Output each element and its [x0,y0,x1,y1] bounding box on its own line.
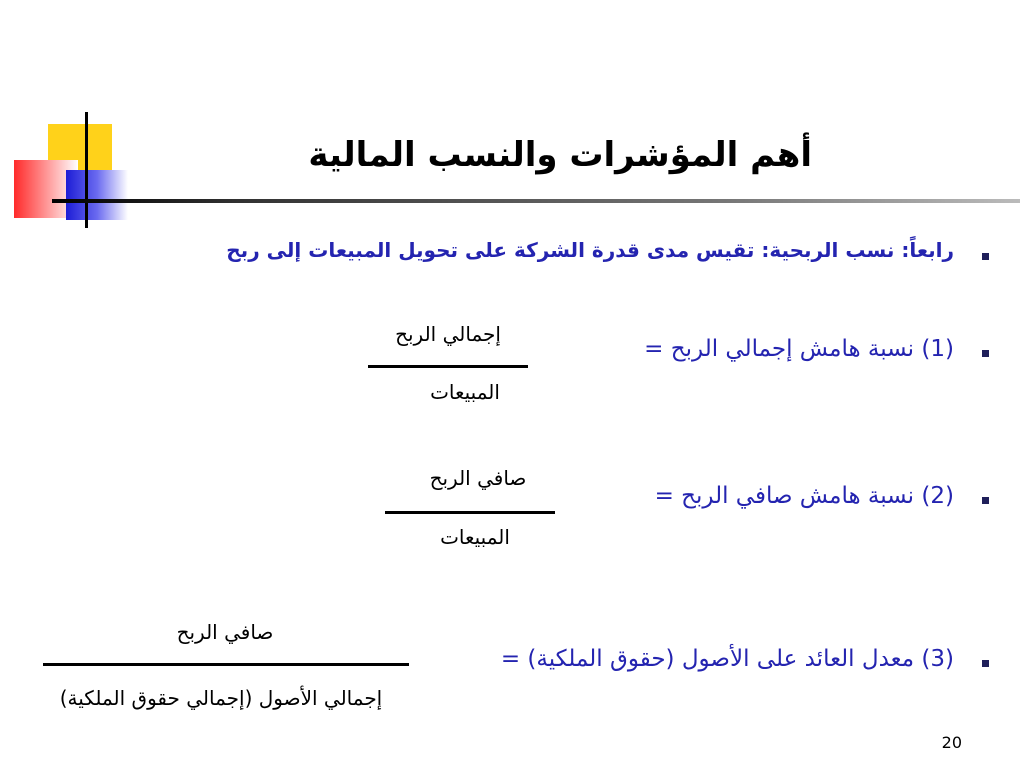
formula-1-fraction-line [368,365,528,368]
formula-2-label: (2) نسبة هامش صافي الربح = [654,483,954,509]
intro-text: رابعاً: نسب الربحية: تقيس مدى قدرة الشركة على تحويل المبيعات إلى ربح [226,238,954,262]
formula-3-denominator: إجمالي الأصول (إجمالي حقوق الملكية) [59,686,383,710]
formula-2-numerator: صافي الربح [429,466,527,490]
bullet-icon [982,660,989,667]
formula-2-denominator: المبيعات [440,525,510,549]
bullet-icon [982,253,989,260]
slide-title: أهم المؤشرات والنسب المالية [308,135,812,175]
bullet-icon [982,497,989,504]
page-number: 20 [941,733,962,752]
bullet-icon [982,350,989,357]
formula-3-fraction-line [43,663,409,666]
formula-1-denominator: المبيعات [430,380,500,404]
formula-3-numerator: صافي الربح [176,620,274,644]
title-underline-rule [52,199,1020,203]
formula-1-numerator: إجمالي الربح [395,322,501,346]
formula-1-label: (1) نسبة هامش إجمالي الربح = [644,336,954,362]
blue-square-decoration [66,170,128,220]
formula-2-fraction-line [385,511,555,514]
formula-3-label: (3) معدل العائد على الأصول (حقوق الملكية) = [500,646,954,672]
vertical-rule [85,112,88,228]
